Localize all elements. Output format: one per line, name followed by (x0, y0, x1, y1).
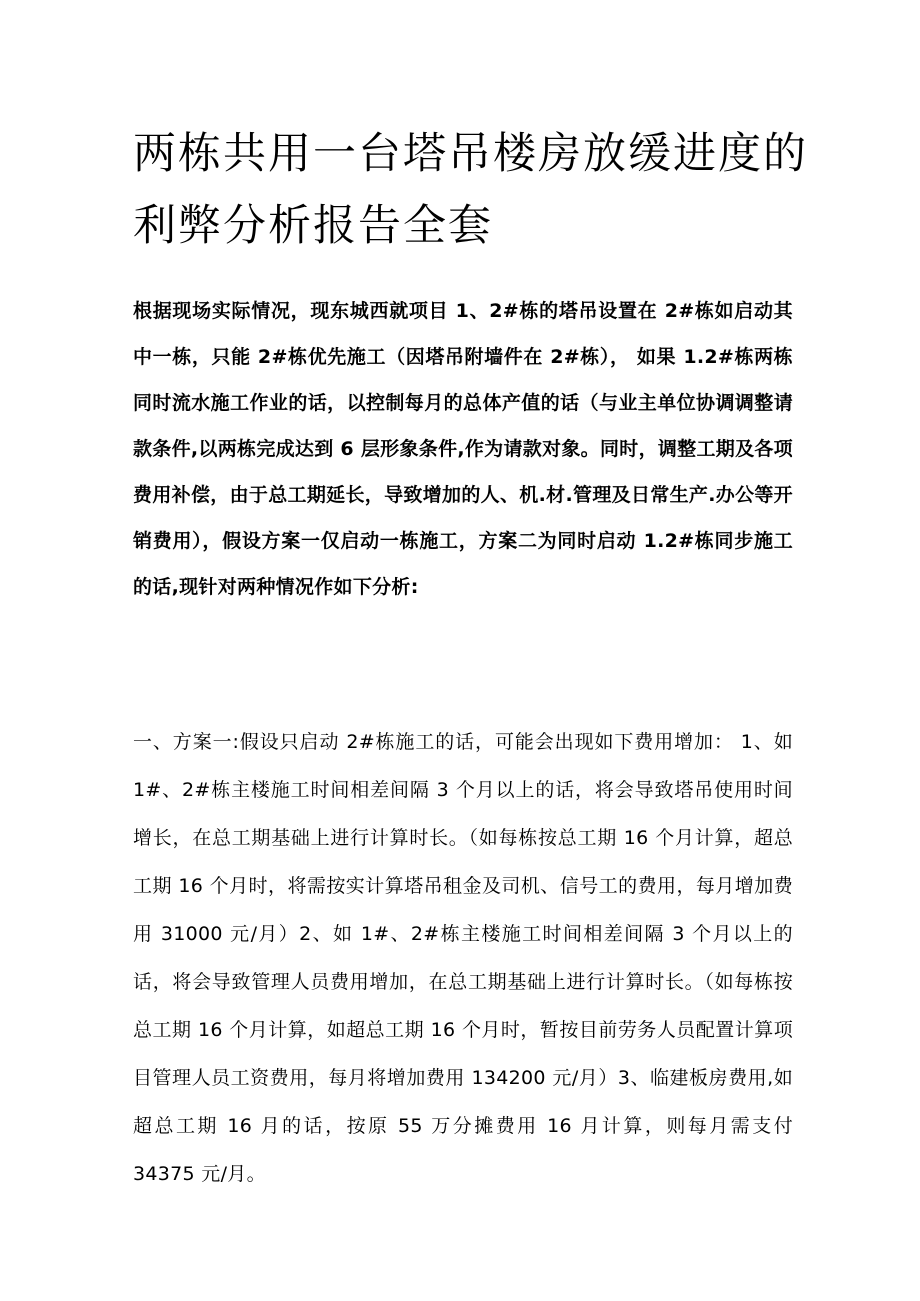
document-title: 两栋共用一台塔吊楼房放缓进度的利弊分析报告全套 (133, 129, 808, 251)
intro-paragraph: 根据现场实际情况，现东城西就项目 1、2#栋的塔吊设置在 2#栋如启动其中一栋，只能 2#栋优先施工（因塔吊附墙件在 2#栋）， 如果 1.2#栋两栋同时流水施工作业的话，以控制每月的总体产值的话（与业主单位协调调整请款条件,以两栋完成达到 6 层形象条件,作为请款对象。同时，调整工期及各项费用补偿，由于总工期延长，导致增加的人、机.材.管理及日常生产.办公等开销费用），假设方案一仅启动一栋施工，方案二为同时启动 1.2#栋同步施工的话,现针对两种情况作如下分析: (133, 300, 793, 598)
plan-one-paragraph: 一、方案一:假设只启动 2#栋施工的话，可能会出现如下费用增加： 1、如 1#、2#栋主楼施工时间相差间隔 3 个月以上的话，将会导致塔吊使用时间增长，在总工期基础上进行计算时长。（如每栋按总工期 16 个月计算，超总工期 16 个月时，将需按实计算塔吊租金及司机、信号工的费用，每月增加费用 31000 元/月）2、如 1#、2#栋主楼施工时间相差间隔 3 个月以上的话，将会导致管理人员费用增加，在总工期基础上进行计算时长。（如每栋按总工期 16 个月计算，如超总工期 16 个月时，暂按目前劳务人员配置计算项目管理人员工资费用，每月将增加费用 134200 元/月）3、临建板房费用,如超总工期 16 月的话，按原 55 万分摊费用 16 月计算，则每月需支付 34375 元/月。 (133, 731, 793, 1185)
